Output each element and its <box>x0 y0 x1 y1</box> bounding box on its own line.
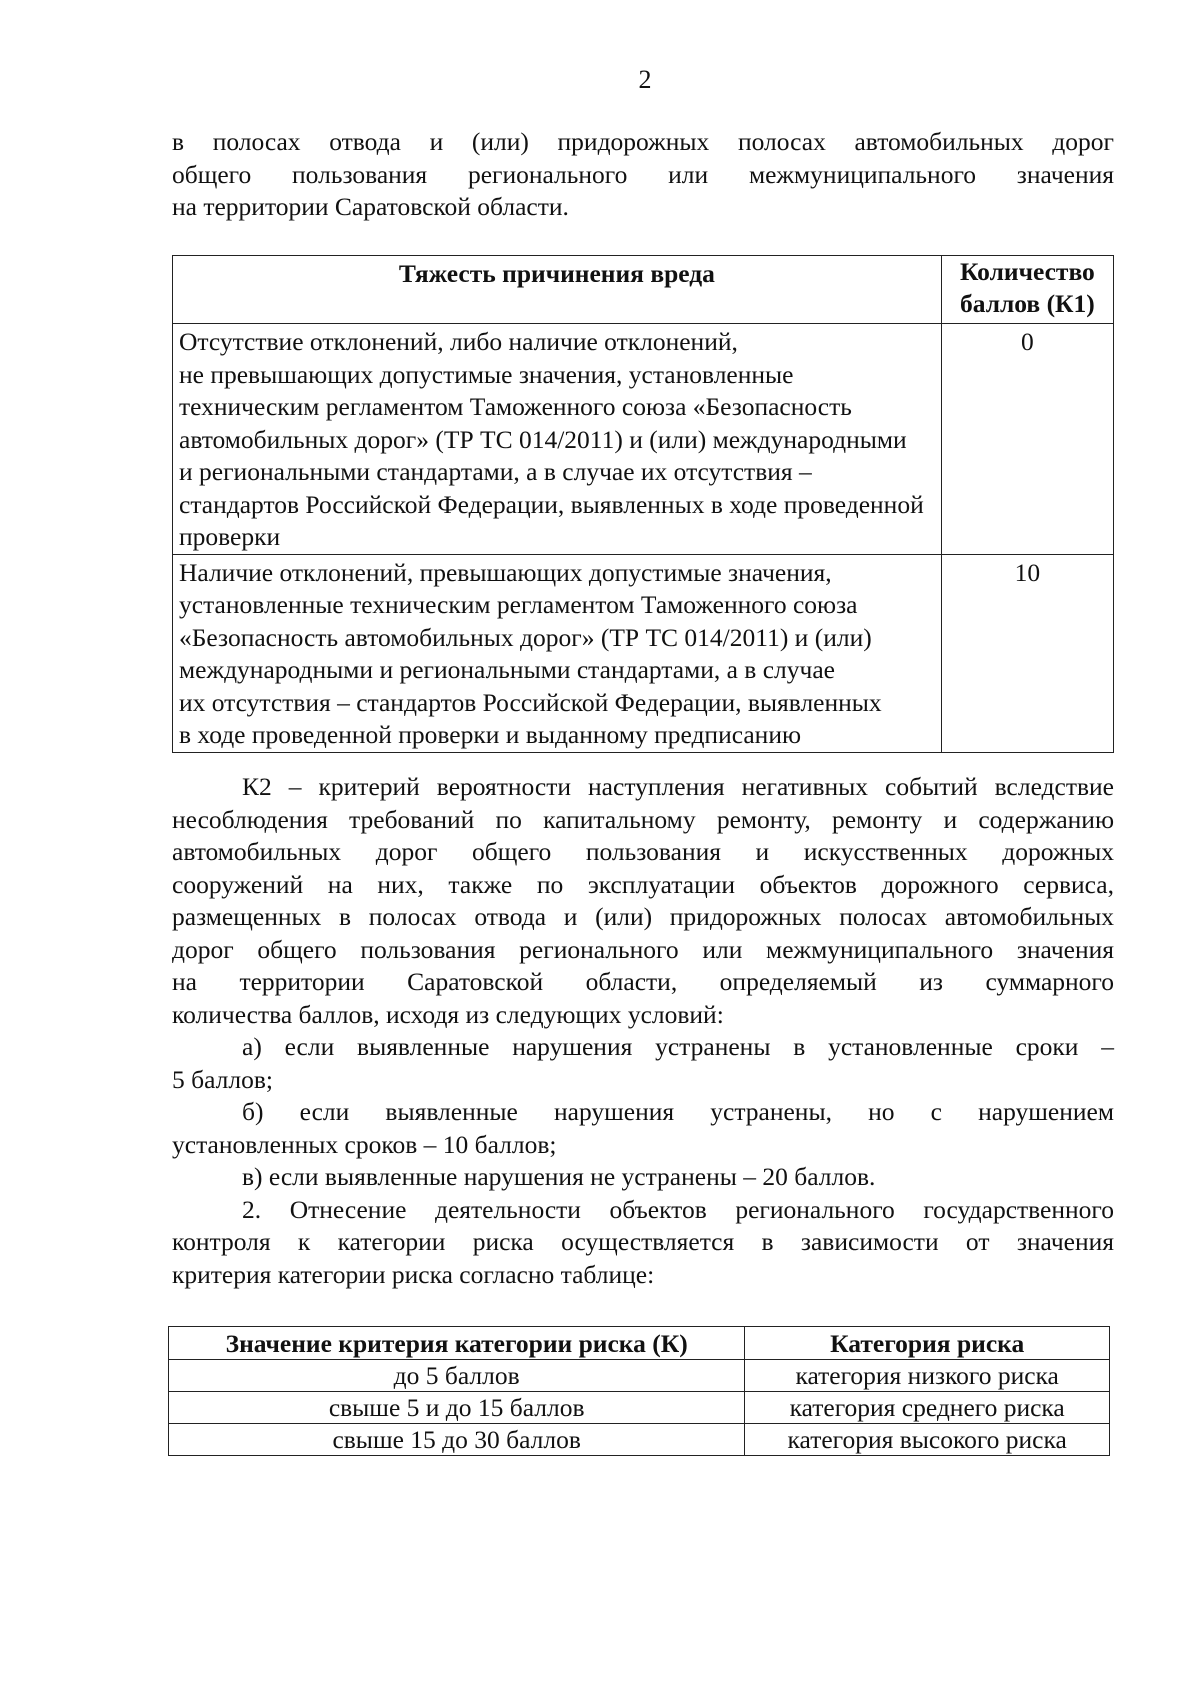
risk-category-cell: категория высокого риска <box>745 1424 1110 1456</box>
para2-line: 2. Отнесение деятельности объектов регионального государственного <box>242 1194 1114 1224</box>
k2-line: автомобильных дорог общего пользования и искусственных дорожных <box>172 837 1114 866</box>
intro-line: на территории Саратовской области. <box>172 192 569 221</box>
harm-row-score: 0 <box>941 324 1113 555</box>
paragraph-2 <box>172 1194 1114 1292</box>
harm-row-description <box>173 324 942 555</box>
desc-line: их отсутствия – стандартов Российской Федерации, выявленных <box>179 687 882 717</box>
intro-paragraph <box>172 126 1114 224</box>
desc-line: международными и региональными стандартами, а в случае <box>179 655 835 684</box>
desc-line: и региональными стандартами, а в случае их отсутствия – <box>179 457 812 486</box>
condition-line: 5 баллов; <box>172 1064 273 1094</box>
k2-line: несоблюдения требований по капитальному ремонту, ремонту и содержанию <box>172 804 1114 834</box>
risk-table-header-category: Категория риска <box>745 1327 1110 1360</box>
desc-line: автомобильных дорог» (ТР ТС 014/2011) и (или) международными <box>179 424 907 454</box>
body-text <box>172 771 1114 1291</box>
intro-line: общего пользования регионального или межмуниципального значения <box>172 159 1114 189</box>
condition-c <box>172 1161 1114 1194</box>
harm-table-header-row <box>173 256 1114 324</box>
k2-line: количества баллов, исходя из следующих условий: <box>172 999 724 1029</box>
desc-line: Наличие отклонений, превышающих допустимые значения, <box>179 557 832 587</box>
table-row <box>169 1360 1110 1392</box>
condition-line: в) если выявленные нарушения не устранены – 20 баллов. <box>242 1162 876 1191</box>
desc-line: техническим регламентом Таможенного союза «Безопасность <box>179 392 852 421</box>
page-number: 2 <box>638 65 652 94</box>
harm-table-header-score-line: Количество <box>959 257 1095 286</box>
desc-line: стандартов Российской Федерации, выявленных в ходе проведенной <box>179 489 924 519</box>
intro-line: в полосах отвода и (или) придорожных полосах автомобильных дорог <box>172 127 1114 156</box>
condition-a <box>172 1031 1114 1096</box>
risk-value-cell: свыше 5 и до 15 баллов <box>169 1392 745 1424</box>
risk-table-header-value: Значение критерия категории риска (К) <box>169 1327 745 1360</box>
k2-line: сооружений на них, также по эксплуатации объектов дорожного сервиса, <box>172 869 1114 899</box>
para2-line: критерия категории риска согласно таблице: <box>172 1259 655 1289</box>
desc-line: проверки <box>179 522 281 551</box>
condition-line: установленных сроков – 10 баллов; <box>172 1129 557 1159</box>
desc-line: Отсутствие отклонений, либо наличие отклонений, <box>179 327 738 356</box>
table-row <box>173 554 1114 752</box>
desc-line: установленные техническим регламентом Таможенного союза <box>179 590 858 619</box>
desc-line: в ходе проведенной проверки и выданному предписанию <box>179 720 802 749</box>
risk-value-cell: свыше 15 до 30 баллов <box>169 1424 745 1456</box>
table-row <box>169 1392 1110 1424</box>
risk-category-cell: категория среднего риска <box>745 1392 1110 1424</box>
condition-line: а) если выявленные нарушения устранены в установленные сроки – <box>242 1032 1114 1061</box>
para2-line: контроля к категории риска осуществляется в зависимости от значения <box>172 1227 1114 1256</box>
k2-paragraph <box>172 771 1114 1031</box>
risk-category-cell: категория низкого риска <box>745 1360 1110 1392</box>
risk-table-header-row <box>169 1327 1110 1360</box>
k2-line: К2 – критерий вероятности наступления негативных событий вследствие <box>242 772 1114 801</box>
condition-line: б) если выявленные нарушения устранены, но с нарушением <box>242 1097 1114 1126</box>
desc-line: не превышающих допустимые значения, установленные <box>179 359 794 389</box>
risk-value-cell: до 5 баллов <box>169 1360 745 1392</box>
risk-category-table <box>168 1326 1110 1456</box>
harm-severity-table <box>172 255 1114 753</box>
k2-line: дорог общего пользования регионального или межмуниципального значения <box>172 934 1114 964</box>
k2-line: размещенных в полосах отвода и (или) придорожных полосах автомобильных <box>172 902 1114 931</box>
harm-row-score: 10 <box>941 554 1113 752</box>
condition-b <box>172 1096 1114 1161</box>
k2-line: на территории Саратовской области, определяемый из суммарного <box>172 967 1114 996</box>
table-row <box>169 1424 1110 1456</box>
harm-table-header-score-line: баллов (К1) <box>959 289 1095 318</box>
harm-table-header-desc: Тяжесть причинения вреда <box>173 256 942 324</box>
table-row <box>173 324 1114 555</box>
harm-row-description <box>173 554 942 752</box>
desc-line: «Безопасность автомобильных дорог» (ТР ТС 014/2011) и (или) <box>179 622 872 652</box>
harm-table-header-score <box>941 256 1113 324</box>
